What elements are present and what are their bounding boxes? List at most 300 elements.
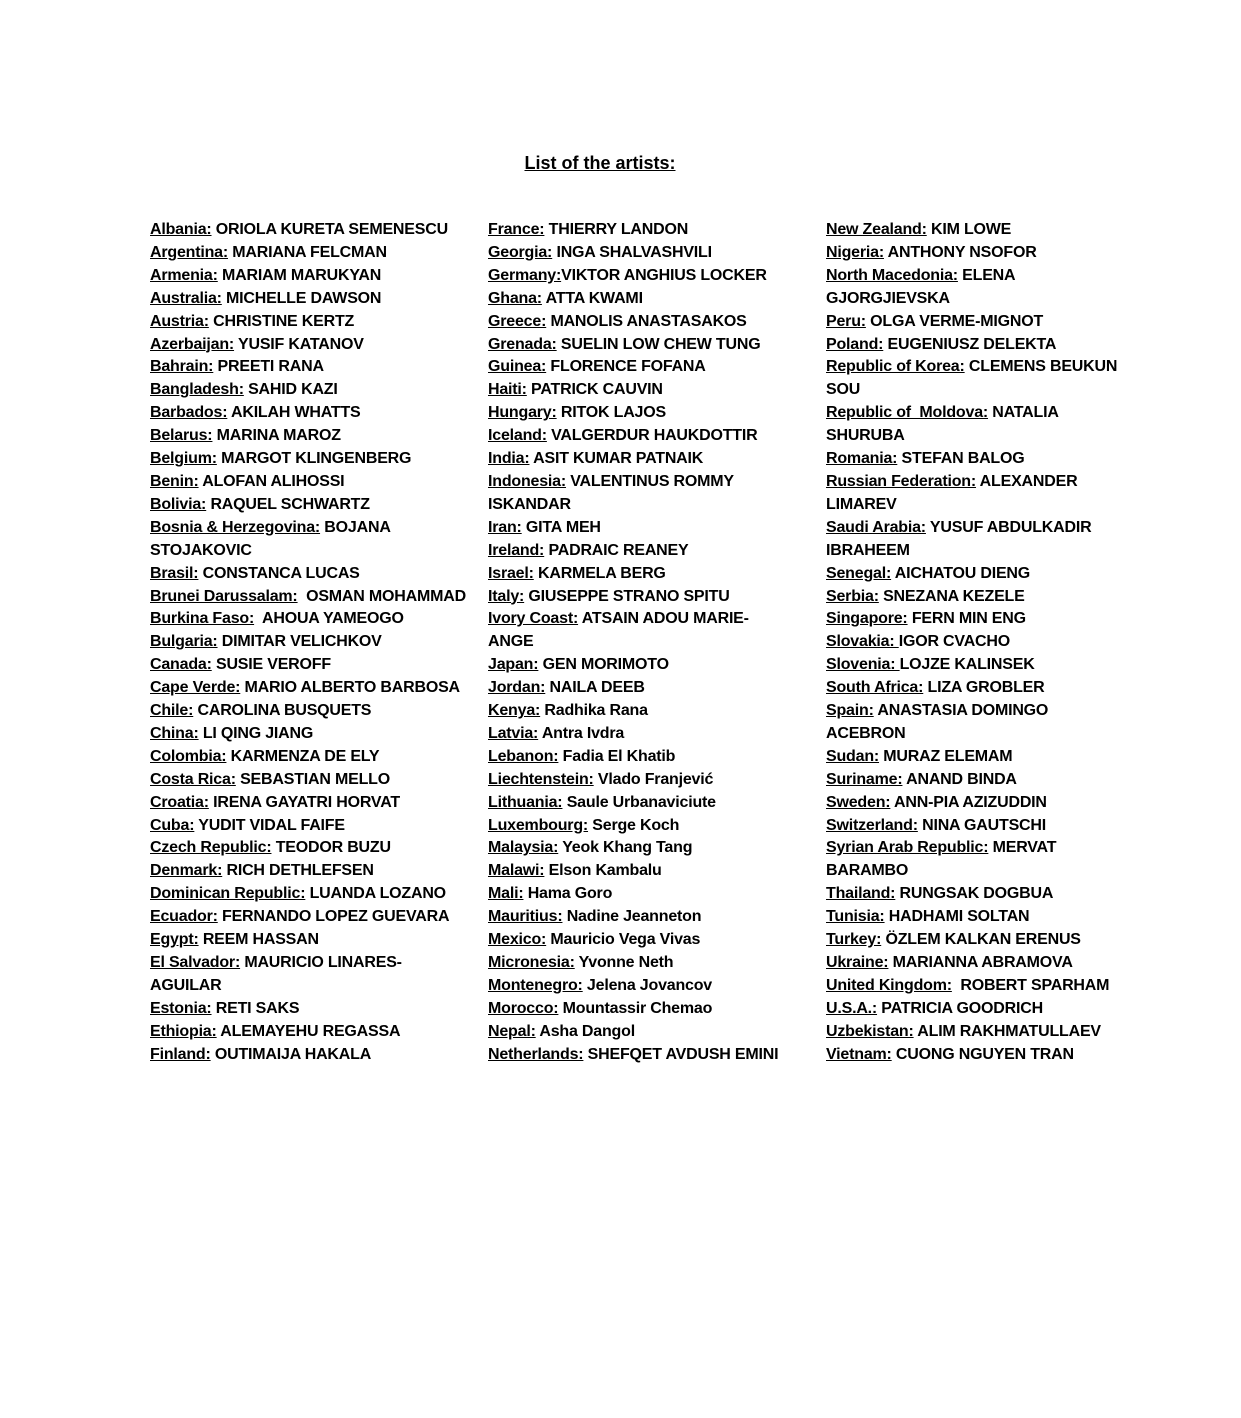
country-label: Argentina:: [150, 243, 229, 261]
list-item: [488, 860, 788, 883]
artist-name: Yvonne Neth: [574, 954, 674, 971]
country-label: Nepal:: [488, 1022, 536, 1040]
list-item: [488, 425, 788, 448]
country-label: Thailand:: [826, 885, 896, 903]
artist-name: Saule Urbanaviciute: [562, 793, 716, 811]
artist-name: THIERRY LANDON: [544, 221, 689, 238]
artist-name: SUSIE VEROFF: [211, 656, 331, 674]
artist-name: KARMELA BERG: [533, 564, 666, 582]
artist-name: GIUSEPPE STRANO SPITU: [524, 587, 730, 605]
list-item: [488, 517, 788, 540]
artist-name: AHOUA YAMEOGO: [254, 610, 404, 628]
country-label: India:: [488, 450, 530, 468]
list-item: [150, 815, 470, 838]
artist-name: VALGERDUR HAUKDOTTIR: [546, 427, 758, 445]
country-label: Indonesia:: [488, 472, 567, 490]
country-label: Sweden:: [826, 793, 891, 811]
artist-name: RUNGSAK DOGBUA: [895, 885, 1054, 903]
list-item: [826, 265, 1126, 311]
artist-name: LIZA GROBLER: [923, 679, 1045, 697]
country-label: Singapore:: [826, 610, 908, 628]
country-label: Dominican Republic:: [150, 885, 306, 903]
list-item: [150, 219, 470, 242]
country-label: Japan:: [488, 656, 539, 674]
artist-name: NINA GAUTSCHI: [917, 816, 1047, 834]
list-item: [488, 356, 788, 379]
artist-name: MARIO ALBERTO BARBOSA: [240, 679, 460, 697]
artist-name: MERVAT BARAMBO: [826, 839, 1061, 880]
list-item: [488, 265, 788, 288]
list-item: [150, 883, 470, 906]
country-label: Suriname:: [826, 770, 903, 788]
country-label: Costa Rica:: [150, 770, 236, 788]
country-label: Armenia:: [150, 266, 218, 284]
artist-name: ASIT KUMAR PATNAIK: [529, 450, 704, 468]
artist-name: ALEMAYEHU REGASSA: [216, 1022, 401, 1040]
country-label: Czech Republic:: [150, 839, 272, 857]
country-label: Grenada:: [488, 335, 557, 353]
artist-name: REEM HASSAN: [198, 931, 319, 949]
list-item: [826, 448, 1126, 471]
list-item: [150, 265, 470, 288]
country-label: Ivory Coast:: [488, 610, 579, 628]
country-label: Syrian Arab Republic:: [826, 839, 989, 857]
country-label: Greece:: [488, 312, 547, 330]
country-label: Benin:: [150, 472, 199, 490]
list-item: [826, 792, 1126, 815]
country-label: Austria:: [150, 312, 209, 330]
list-item: [488, 540, 788, 563]
country-label: Bosnia & Herzegovina:: [150, 518, 321, 536]
list-item: [150, 311, 470, 334]
artist-column-2: [488, 219, 788, 1067]
artist-name: MARGOT KLINGENBERG: [216, 450, 412, 468]
list-item: [150, 631, 470, 654]
country-label: Colombia:: [150, 747, 227, 765]
country-label: Denmark:: [150, 862, 223, 880]
country-label: Turkey:: [826, 931, 882, 949]
artist-name: ANASTASIA DOMINGO ACEBRON: [826, 702, 1052, 742]
artist-name: MARINA MAROZ: [212, 427, 341, 445]
list-item: [488, 379, 788, 402]
country-label: Slovenia:: [826, 656, 900, 674]
artist-name: ANN-PIA AZIZUDDIN: [890, 793, 1047, 811]
artist-name: ANAND BINDA: [902, 770, 1017, 788]
country-label: France:: [488, 221, 545, 238]
artist-name: KARMENZA DE ELY: [226, 747, 380, 765]
artist-name: RICH DETHLEFSEN: [222, 862, 374, 880]
country-label: Cape Verde:: [150, 679, 241, 697]
country-label: Lebanon:: [488, 747, 559, 765]
country-label: Malaysia:: [488, 839, 559, 857]
artist-name: ALIM RAKHMATULLAEV: [913, 1022, 1101, 1040]
country-label: Saudi Arabia:: [826, 518, 926, 536]
country-label: Luxembourg:: [488, 816, 589, 834]
artist-name: RETI SAKS: [211, 999, 300, 1017]
list-item: [826, 929, 1126, 952]
list-item: [488, 288, 788, 311]
country-label: Bahrain:: [150, 358, 214, 376]
list-item: [150, 860, 470, 883]
country-label: United Kingdom:: [826, 976, 952, 994]
country-label: Australia:: [150, 289, 222, 307]
country-label: Ecuador:: [150, 908, 218, 926]
list-item: [826, 219, 1126, 242]
country-label: Finland:: [150, 1045, 211, 1063]
artist-name: ATTA KWAMI: [541, 289, 643, 307]
country-label: Republic of Moldova:: [826, 404, 989, 422]
country-label: Canada:: [150, 656, 212, 674]
list-item: [488, 1044, 788, 1067]
country-label: Montenegro:: [488, 976, 583, 994]
list-item: [150, 425, 470, 448]
list-item: [488, 471, 788, 517]
artist-name: MARIANNA ABRAMOVA: [888, 954, 1073, 971]
list-item: [488, 563, 788, 586]
artist-name: CONSTANCA LUCAS: [198, 564, 360, 582]
country-label: Slovakia:: [826, 633, 899, 651]
artist-name: PATRICK CAUVIN: [526, 381, 663, 399]
artist-name: OLGA VERME-MIGNOT: [865, 312, 1044, 330]
country-label: Liechtenstein:: [488, 770, 594, 788]
artist-name: Serge Koch: [588, 816, 680, 834]
country-label: Croatia:: [150, 793, 209, 811]
artist-name: Fadia El Khatib: [558, 747, 676, 765]
artist-name: Asha Dangol: [535, 1022, 635, 1040]
artist-name: YUDIT VIDAL FAIFE: [194, 816, 345, 834]
artist-name: Radhika Rana: [540, 702, 648, 720]
list-item: [150, 723, 470, 746]
artist-name: Antra Ivdra: [538, 724, 625, 742]
list-item: [150, 952, 470, 998]
list-item: [488, 883, 788, 906]
artist-name: LUANDA LOZANO: [305, 885, 446, 903]
country-label: Ghana:: [488, 289, 542, 307]
artist-name: CLEMENS BEUKUN SOU: [826, 358, 1122, 399]
artist-name: YUSIF KATANOV: [234, 335, 364, 353]
list-item: [826, 906, 1126, 929]
artist-name: MANOLIS ANASTASAKOS: [546, 312, 747, 330]
list-item: [150, 654, 470, 677]
country-label: Israel:: [488, 564, 534, 582]
artist-name: Mountassir Chemao: [558, 999, 713, 1017]
list-item: [150, 837, 470, 860]
artist-name: FERNANDO LOPEZ GUEVARA: [217, 908, 450, 926]
artist-name: IGOR CVACHO: [898, 633, 1011, 651]
country-label: Latvia:: [488, 724, 539, 742]
list-item: [826, 242, 1126, 265]
list-item: [150, 1044, 470, 1067]
artist-name: CHRISTINE KERTZ: [208, 312, 355, 330]
list-item: [826, 563, 1126, 586]
list-item: [150, 356, 470, 379]
country-label: Belarus:: [150, 427, 213, 445]
artist-name: GEN MORIMOTO: [538, 656, 669, 674]
country-label: Jordan:: [488, 679, 546, 697]
list-item: [150, 288, 470, 311]
list-item: [488, 746, 788, 769]
artist-column-1: [150, 219, 470, 1067]
list-item: [150, 517, 470, 563]
list-item: [826, 700, 1126, 746]
artist-name: STEFAN BALOG: [897, 450, 1025, 468]
list-item: [150, 586, 470, 609]
country-label: Nigeria:: [826, 243, 884, 261]
list-item: [488, 586, 788, 609]
country-label: Estonia:: [150, 999, 212, 1017]
list-item: [488, 608, 788, 654]
list-item: [150, 746, 470, 769]
country-label: Mauritius:: [488, 908, 563, 926]
artist-name: LI QING JIANG: [198, 724, 314, 742]
country-label: Morocco:: [488, 999, 559, 1017]
country-label: Kenya:: [488, 702, 541, 720]
artist-name: Vlado Franjević: [593, 770, 714, 788]
artist-name: PADRAIC REANEY: [544, 541, 689, 559]
list-item: [826, 975, 1126, 998]
artist-name: ELENA GJORGJIEVSKA: [826, 266, 1020, 307]
list-item: [488, 952, 788, 975]
list-item: [488, 975, 788, 998]
country-label: U.S.A.:: [826, 999, 878, 1017]
artist-name: MAURICIO LINARES-AGUILAR: [150, 954, 402, 994]
country-label: Vietnam:: [826, 1045, 892, 1063]
list-item: [488, 998, 788, 1021]
list-item: [488, 654, 788, 677]
country-label: Burkina Faso:: [150, 610, 255, 628]
list-item: [826, 517, 1126, 563]
list-item: [826, 677, 1126, 700]
list-item: [150, 792, 470, 815]
artist-name: Mauricio Vega Vivas: [546, 931, 701, 949]
artist-name: INGA SHALVASHVILI: [552, 243, 712, 261]
list-item: [488, 448, 788, 471]
list-item: [150, 998, 470, 1021]
artist-name: ALEXANDER LIMAREV: [826, 472, 1082, 513]
artist-name: AKILAH WHATTS: [227, 404, 361, 422]
list-item: [826, 608, 1126, 631]
list-item: [150, 700, 470, 723]
country-label: Bangladesh:: [150, 381, 244, 399]
artist-name: GITA MEH: [521, 518, 601, 536]
country-label: Albania:: [150, 221, 212, 238]
artist-name: SNEZANA KEZELE: [878, 587, 1025, 605]
list-item: [826, 654, 1126, 677]
list-item: [488, 837, 788, 860]
list-item: [826, 815, 1126, 838]
artist-name: MARIAM MARUKYAN: [217, 266, 382, 284]
list-item: [826, 402, 1126, 448]
country-label: Germany:: [488, 266, 562, 284]
country-label: Malawi:: [488, 862, 545, 880]
artist-name: Elson Kambalu: [544, 862, 662, 880]
artist-name: ROBERT SPARHAM: [951, 976, 1110, 994]
list-item: [488, 815, 788, 838]
country-label: Mali:: [488, 885, 524, 903]
artist-name: PATRICIA GOODRICH: [877, 999, 1043, 1017]
list-item: [826, 769, 1126, 792]
country-label: Guinea:: [488, 358, 547, 376]
artist-name: NATALIA SHURUBA: [826, 404, 1063, 445]
artist-name: NAILA DEEB: [545, 679, 645, 697]
artist-name: MICHELLE DAWSON: [221, 289, 382, 307]
artist-name: HADHAMI SOLTAN: [884, 908, 1030, 926]
list-item: [488, 311, 788, 334]
list-item: [826, 334, 1126, 357]
country-label: Netherlands:: [488, 1045, 584, 1063]
country-label: El Salvador:: [150, 954, 241, 971]
artist-name: Hama Goro: [523, 885, 613, 903]
list-item: [826, 1021, 1126, 1044]
list-item: [150, 563, 470, 586]
artist-name: ATSAIN ADOU MARIE-ANGE: [488, 610, 749, 651]
artist-name: Yeok Khang Tang: [558, 839, 693, 857]
artist-name: KIM LOWE: [926, 221, 1012, 238]
artist-name: VALENTINUS ROMMY ISKANDAR: [488, 472, 738, 513]
country-label: Tunisia:: [826, 908, 885, 926]
artist-name: CUONG NGUYEN TRAN: [891, 1045, 1074, 1063]
country-label: Haiti:: [488, 381, 527, 399]
list-item: [488, 792, 788, 815]
artist-name: Nadine Jeanneton: [562, 908, 702, 926]
artist-name: MURAZ ELEMAM: [879, 747, 1013, 765]
list-item: [826, 746, 1126, 769]
artist-name: OSMAN MOHAMMAD: [297, 587, 466, 605]
artist-name: ÖZLEM KALKAN ERENUS: [881, 931, 1081, 949]
list-item: [826, 471, 1126, 517]
country-label: Iran:: [488, 518, 522, 536]
country-label: Brunei Darussalam:: [150, 587, 298, 605]
artist-column-3: [826, 219, 1126, 1067]
artist-name: Jelena Jovancov: [582, 976, 713, 994]
list-item: [488, 723, 788, 746]
artist-name: ORIOLA KURETA SEMENESCU: [211, 221, 448, 238]
country-label: Ethiopia:: [150, 1022, 217, 1040]
list-item: [150, 379, 470, 402]
country-label: China:: [150, 724, 199, 742]
country-label: Ukraine:: [826, 954, 889, 971]
country-label: Belgium:: [150, 450, 217, 468]
artist-name: ALOFAN ALIHOSSI: [198, 472, 345, 490]
country-label: Bolivia:: [150, 495, 207, 513]
country-label: Micronesia:: [488, 954, 575, 971]
artist-name: ANTHONY NSOFOR: [883, 243, 1037, 261]
country-label: Barbados:: [150, 404, 228, 422]
artist-name: AICHATOU DIENG: [891, 564, 1031, 582]
list-item: [826, 311, 1126, 334]
list-item: [488, 1021, 788, 1044]
country-label: Switzerland:: [826, 816, 918, 834]
country-label: South Africa:: [826, 679, 924, 697]
country-label: North Macedonia:: [826, 266, 958, 284]
country-label: Russian Federation:: [826, 472, 977, 490]
list-item: [150, 471, 470, 494]
artist-name: RAQUEL SCHWARTZ: [206, 495, 370, 513]
list-item: [150, 677, 470, 700]
country-label: Spain:: [826, 702, 874, 720]
country-label: New Zealand:: [826, 221, 927, 238]
list-item: [150, 608, 470, 631]
artist-name: PREETI RANA: [213, 358, 324, 376]
list-item: [150, 494, 470, 517]
country-label: Georgia:: [488, 243, 553, 261]
country-label: Egypt:: [150, 931, 199, 949]
country-label: Lithuania:: [488, 793, 563, 811]
country-label: Uzbekistan:: [826, 1022, 914, 1040]
country-label: Brasil:: [150, 564, 199, 582]
list-item: [826, 586, 1126, 609]
list-item: [826, 631, 1126, 654]
artist-name: CAROLINA BUSQUETS: [193, 702, 372, 720]
artist-name: SUELIN LOW CHEW TUNG: [556, 335, 761, 353]
list-item: [488, 677, 788, 700]
artist-name: SEBASTIAN MELLO: [235, 770, 390, 788]
list-item: [826, 952, 1126, 975]
country-label: Poland:: [826, 335, 884, 353]
artist-name: EUGENIUSZ DELEKTA: [883, 335, 1057, 353]
list-item: [488, 929, 788, 952]
country-label: Chile:: [150, 702, 194, 720]
artist-name: MARIANA FELCMAN: [228, 243, 387, 261]
list-item: [826, 1044, 1126, 1067]
country-label: Peru:: [826, 312, 866, 330]
list-item: [150, 1021, 470, 1044]
list-item: [826, 356, 1126, 402]
country-label: Romania:: [826, 450, 898, 468]
country-label: Cuba:: [150, 816, 195, 834]
list-item: [488, 219, 788, 242]
country-label: Bulgaria:: [150, 633, 218, 651]
artist-name: BOJANA STOJAKOVIC: [150, 518, 395, 559]
artist-name: OUTIMAIJA HAKALA: [210, 1045, 372, 1063]
country-label: Italy:: [488, 587, 525, 605]
list-item: [150, 769, 470, 792]
country-label: Azerbaijan:: [150, 335, 235, 353]
country-label: Ireland:: [488, 541, 545, 559]
country-label: Serbia:: [826, 587, 879, 605]
list-item: [150, 334, 470, 357]
list-item: [488, 769, 788, 792]
country-label: Republic of Korea:: [826, 358, 965, 376]
list-item: [150, 906, 470, 929]
artist-name: FLORENCE FOFANA: [546, 358, 706, 376]
artist-name: SAHID KAZI: [243, 381, 338, 399]
artist-name: YUSUF ABDULKADIR IBRAHEEM: [826, 518, 1096, 559]
artist-name: SHEFQET AVDUSH EMINI: [583, 1045, 779, 1063]
artist-name: VIKTOR ANGHIUS LOCKER: [561, 266, 767, 284]
artist-name: TEODOR BUZU: [271, 839, 391, 857]
country-label: Iceland:: [488, 427, 547, 445]
country-label: Mexico:: [488, 931, 547, 949]
list-item: [488, 700, 788, 723]
artist-name: FERN MIN ENG: [907, 610, 1026, 628]
list-item: [150, 448, 470, 471]
list-item: [826, 837, 1126, 883]
list-item: [826, 883, 1126, 906]
artist-name: DIMITAR VELICHKOV: [217, 633, 382, 651]
page-title: List of the artists:: [524, 153, 676, 173]
list-item: [488, 402, 788, 425]
country-label: Hungary:: [488, 404, 557, 422]
list-item: [150, 929, 470, 952]
artist-name: LOJZE KALINSEK: [899, 656, 1035, 674]
list-item: [488, 906, 788, 929]
list-item: [826, 998, 1126, 1021]
artist-name: RITOK LAJOS: [556, 404, 666, 422]
list-item: [488, 242, 788, 265]
artist-name: IRENA GAYATRI HORVAT: [208, 793, 400, 811]
country-label: Senegal:: [826, 564, 892, 582]
